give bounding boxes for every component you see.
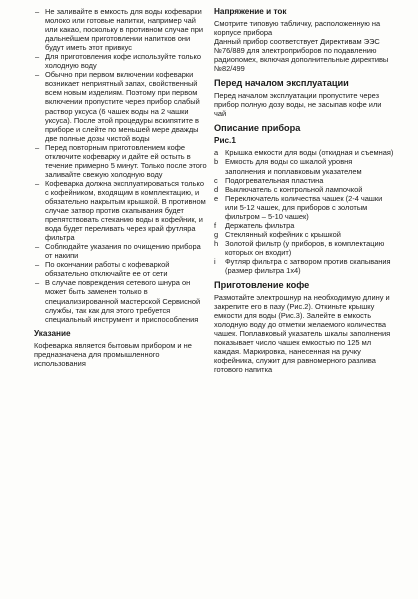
part-item: [214, 176, 394, 185]
bullet-item: – По окончании работы с кофеваркой обязательно отключайте ее от сети: [34, 260, 208, 278]
bullet-item: – В случае повреждения сетевого шнура он может быть заменен только в специализированной мастерской Сервисной службы, так как для этого требуется специальный инструмент и приспособления: [34, 278, 208, 323]
first-use-heading: Перед началом эксплуатации: [214, 78, 349, 89]
part-text: Стеклянный кофейник с крышкой: [225, 229, 341, 239]
voltage-text: Смотрите типовую табличку, расположенную на корпусе прибора: [214, 19, 381, 38]
usage-text: Кофеварка является бытовым прибором и не предназначена для промышленного использования: [34, 340, 192, 368]
part-text: Держатель фильтра: [225, 220, 295, 230]
part-text: Футляр фильтра с затвором против скапывания (размер фильтра 1x4): [225, 256, 391, 276]
part-letter: a: [214, 148, 219, 158]
bullet-item: – Перед повторным приготовлением кофе отключите кофеварку и дайте ей остыть в течение примерно 5 минут. Только после этого заливайте свежую холодную воду: [34, 143, 208, 179]
part-item: [214, 239, 394, 257]
prep-text: Размотайте электрошнур на необходимую длину и закрепите его в пазу (Рис.2). Откиньте крышку емкости для воды (Рис.3). Залейте в емкость холодную воду до отметки желаемого количества чашек. Поплавковый указатель шкалы заполнения показывает число чашек емкостью по 125 мл каждая. Маркировка, нанесенная на ручку кофейника, служит для равномерного разлива готового напитка: [214, 293, 391, 375]
bullet-item: – Соблюдайте указания по очищению прибора от накипи: [34, 242, 208, 260]
part-letter: g: [214, 229, 219, 239]
part-text: Переключатель количества чашек (2-4 чашки или 5-12 чашек, для приборов с золотым фильтром – 5-10 чашек): [225, 193, 383, 221]
part-text: Золотой фильтр (у приборов, в комплектацию которых он входит): [225, 238, 385, 257]
part-letter: d: [214, 184, 219, 194]
figure-label: Рис.1: [214, 136, 236, 146]
part-letter: h: [214, 238, 219, 248]
part-item: [214, 194, 394, 221]
part-item: [214, 185, 394, 194]
part-item: [214, 230, 394, 239]
part-letter: c: [214, 175, 218, 185]
usage-heading: Указание: [34, 328, 71, 338]
part-text: Выключатель с контрольной лампочкой: [225, 184, 363, 194]
bullet-item: – Кофеварка должна эксплуатироваться только с кофейником, входящим в комплектацию, и обязательно накрытым крышкой. В противном случае затвор против скапывания будет препятствовать стеканию воды в кофейник, и вода будет переливать через край футляра фильтра: [34, 179, 208, 242]
bullet-item: – Не заливайте в емкость для воды кофеварки молоко или готовые напитки, например чай или какао, поскольку в противном случае при дальнейшем приготовлении напитков они будут иметь этот привкус: [34, 7, 208, 52]
part-letter: b: [214, 157, 219, 167]
eec-text: Данный прибор соответствует Директивам ЭЭС №76/889 для электроприборов по подавлению радиопомех, включая дополнительные директивы №82/499: [214, 37, 389, 74]
description-heading: Описание прибора: [214, 123, 301, 134]
right-column: [214, 7, 394, 375]
left-column: [34, 7, 208, 368]
part-item: [214, 157, 394, 175]
bullet-item: – Обычно при первом включении кофеварки возникает неприятный запах, свойственный всем новым изделиям. Поэтому при первом включении пропустите через прибор слабый раствор уксуса (6 чашек воды на 2 чашки уксуса). После этой процедуры вскипятите в приборе и слейте по меньшей мере дважды две полные дозы чистой воды: [34, 70, 208, 142]
part-text: Емкость для воды со шкалой уровня заполнения и поплавковым указателем: [225, 157, 362, 176]
prep-heading: Приготовление кофе: [214, 280, 310, 291]
part-letter: f: [214, 220, 217, 230]
part-item: [214, 221, 394, 230]
part-item: [214, 257, 394, 275]
part-text: Крышка емкости для воды (откидная и съемная): [225, 148, 394, 158]
bullet-item: – Для приготовления кофе используйте только холодную воду: [34, 52, 208, 70]
part-item: [214, 148, 394, 157]
part-letter: i: [214, 256, 216, 266]
voltage-heading: Напряжение и ток: [214, 7, 287, 16]
first-use-text: Перед началом эксплуатации пропустите через прибор полную дозу воды, не засыпав кофе или чай: [214, 91, 382, 119]
part-text: Подогревательная пластина: [225, 175, 324, 185]
part-letter: e: [214, 193, 219, 203]
